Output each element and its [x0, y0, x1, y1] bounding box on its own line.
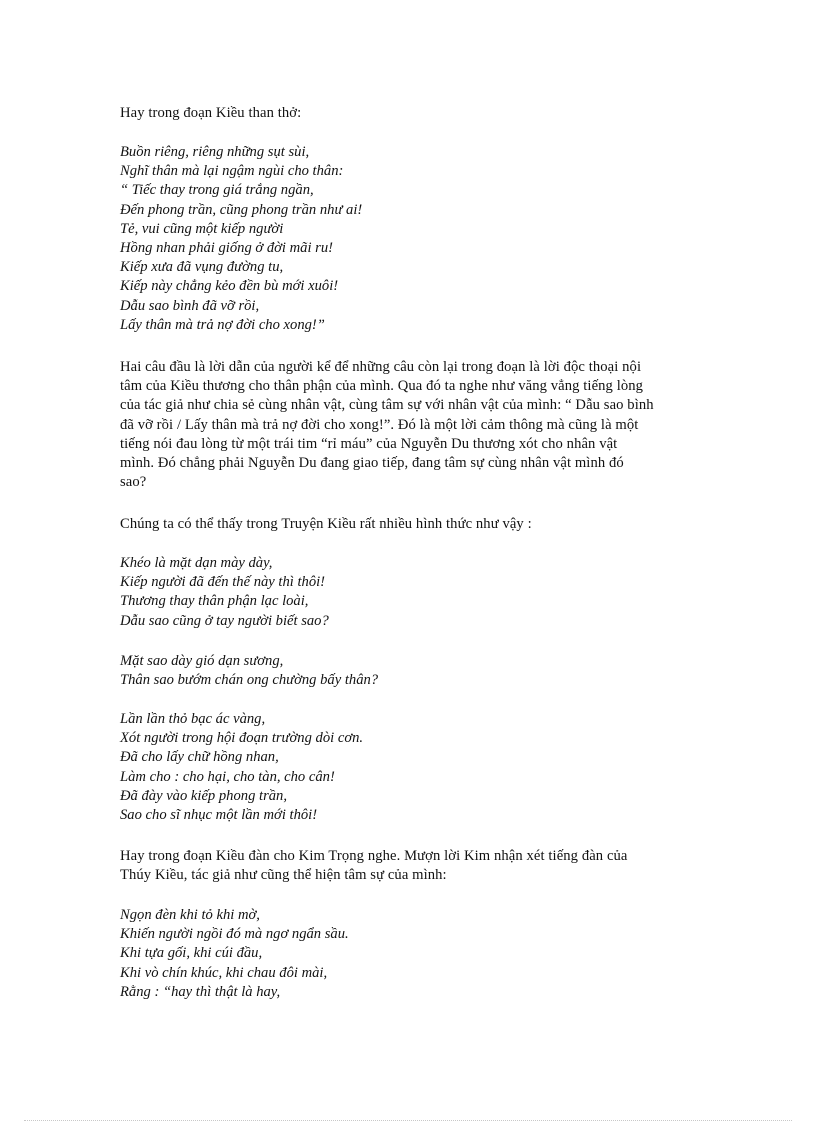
poem-line: Ngọn đèn khi tỏ khi mờ, — [120, 907, 260, 923]
poem-line: Lần lần thỏ bạc ác vàng, — [120, 711, 266, 727]
poem-stanza-2 — [120, 554, 700, 631]
poem-line: Lấy thân mà trả nợ đời cho xong!” — [120, 316, 325, 333]
poem-line: Rằng : “hay thì thật là hay, — [120, 983, 281, 1000]
text-line: sao? — [120, 474, 147, 491]
poem-line: Đến phong trần, cũng phong trần như ai! — [120, 201, 363, 218]
text-line: Hai câu đầu là lời dẫn của người kể để những câu còn lại trong đoạn là lời độc thoại nội — [120, 359, 642, 375]
poem-line: Làm cho : cho hại, cho tàn, cho cân! — [120, 768, 335, 785]
poem-line: Kiếp này chẳng kẻo đền bù mới xuôi! — [120, 278, 339, 295]
poem-line: Kiếp xưa đã vụng đường tu, — [120, 259, 284, 276]
intro-paragraph-2 — [120, 515, 700, 534]
poem-line: Khi tựa gối, khi cúi đầu, — [120, 945, 263, 962]
poem-line: Tẻ, vui cũng một kiếp người — [120, 220, 284, 237]
poem-line: Đã đày vào kiếp phong trần, — [120, 787, 287, 804]
poem-stanza-1 — [120, 143, 700, 335]
poem-stanza-4 — [120, 710, 700, 825]
poem-line: Khi vò chín khúc, khi chau đôi mài, — [120, 964, 328, 981]
text-line: tâm của Kiều thương cho thân phận của mình. Qua đó ta nghe như văng vẳng tiếng lòng — [120, 378, 644, 395]
poem-line: Hồng nhan phải giống ở đời mãi ru! — [120, 239, 333, 256]
poem-line: “ Tiếc thay trong giá trắng ngần, — [120, 182, 314, 199]
poem-line: Nghĩ thân mà lại ngậm ngùi cho thân: — [120, 163, 344, 180]
poem-line: Kiếp người đã đến thế này thì thôi! — [120, 574, 326, 591]
intro-paragraph-1 — [120, 104, 700, 123]
text-line: Hay trong đoạn Kiều đàn cho Kim Trọng nghe. Mượn lời Kim nhận xét tiếng đàn của — [120, 848, 628, 864]
poem-line: Dẫu sao bình đã vỡ rồi, — [120, 297, 260, 314]
text-line: của tác giả như chia sẻ cùng nhân vật, cùng tâm sự với nhân vật của mình: “ Dẫu sao bình — [120, 397, 654, 414]
text-line: tiếng nói đau lòng từ một trái tim “rỉ máu” của Nguyễn Du thương xót cho nhân vật — [120, 435, 618, 452]
text-line: mình. Đó chẳng phải Nguyễn Du đang giao tiếp, đang tâm sự cùng nhân vật mình đó — [120, 454, 624, 471]
poem-line: Đã cho lấy chữ hồng nhan, — [120, 749, 279, 766]
text-line: Chúng ta có thể thấy trong Truyện Kiều rất nhiều hình thức như vậy : — [120, 516, 532, 532]
poem-line: Dẫu sao cũng ở tay người biết sao? — [120, 612, 329, 629]
poem-line: Thương thay thân phận lạc loài, — [120, 593, 309, 610]
commentary-paragraph-2 — [120, 847, 700, 885]
text-line: Thúy Kiều, tác giả như cũng thể hiện tâm sự của mình: — [120, 867, 447, 884]
page-bottom-divider — [24, 1120, 792, 1121]
poem-line: Sao cho sĩ nhục một lần mới thôi! — [120, 806, 318, 823]
poem-line: Mặt sao dày gió dạn sương, — [120, 653, 284, 669]
poem-line: Buồn riêng, riêng những sụt sùi, — [120, 144, 310, 160]
poem-line: Thân sao bướm chán ong chường bấy thân? — [120, 672, 379, 689]
text-line: đã vỡ rồi / Lấy thân mà trả nợ đời cho xong!”. Đó là một lời cảm thông mà cũng là một — [120, 416, 639, 433]
text-line: Hay trong đoạn Kiều than thở: — [120, 105, 302, 121]
commentary-paragraph-1 — [120, 358, 700, 492]
poem-line: Xót người trong hội đoạn trường dòi cơn. — [120, 730, 364, 747]
poem-stanza-5 — [120, 906, 700, 1002]
poem-line: Khiến người ngồi đó mà ngơ ngẩn sầu. — [120, 926, 349, 943]
poem-line: Khéo là mặt dạn mày dày, — [120, 555, 273, 571]
poem-stanza-3 — [120, 652, 700, 690]
